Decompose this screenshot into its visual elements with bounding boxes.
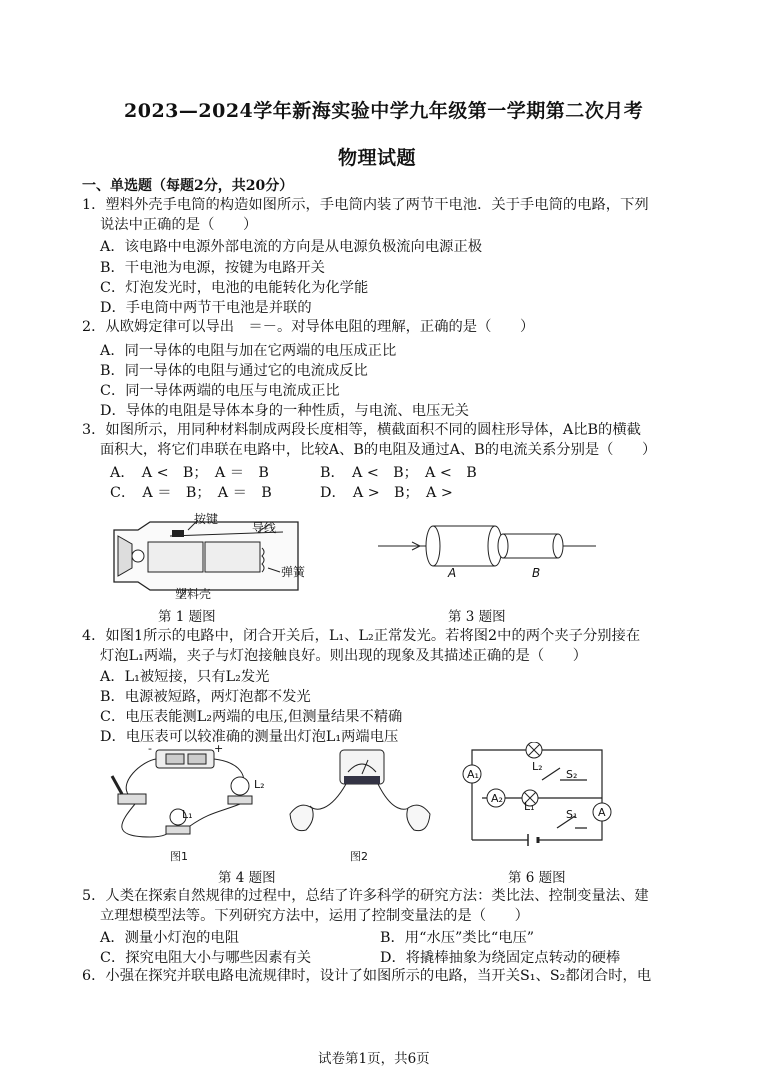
q1-stem-line1: 1．塑料外壳手电筒的构造如图所示，手电筒内装了两节干电池．关于手电筒的电路，下列 [82, 197, 649, 213]
fig6-caption: 第 6 题图 [508, 870, 566, 886]
q1-option-b: B．干电池为电源，按键为电路开关 [100, 260, 325, 276]
bulb-l2 [231, 777, 249, 795]
bulb-l1-base [166, 826, 190, 834]
q2-stem-line1: 2．从欧姆定律可以导出 ＝－。对导体电阻的理解，正确的是（ ） [82, 319, 535, 335]
fig4-sub1-label: 图1 [170, 850, 188, 863]
voltmeter-terminals [344, 776, 380, 784]
fig6-l2-label: L₂ [532, 760, 543, 773]
fig6-a1-label: A₁ [467, 768, 479, 781]
conductor-b-end [498, 534, 508, 558]
battery-cell-1 [166, 754, 184, 764]
battery-1 [148, 542, 203, 572]
fig6-a2-label: A₂ [491, 792, 503, 805]
q3-option-c: C． A ＝ B； A ＝ B [110, 485, 272, 501]
q2-option-a: A．同一导体的电阻与加在它两端的电压成正比 [100, 343, 397, 359]
probe-wire-left [310, 784, 346, 809]
page-footer: 试卷第1页，共6页 [318, 1051, 430, 1067]
left-hand [290, 805, 313, 831]
fig3-caption: 第 3 题图 [448, 609, 506, 625]
right-hand [407, 805, 430, 831]
wire-left [126, 759, 156, 794]
q4-stem-line1: 4．如图1所示的电路中，闭合开关后，L₁、L₂正常发光。若将图2中的两个夹子分别接在 [82, 628, 641, 644]
fig4-l1-label: L₁ [182, 808, 193, 821]
q1-option-c: C．灯泡发光时，电池的电能转化为化学能 [100, 280, 369, 296]
switch-lever [112, 776, 122, 794]
fig3-label-b: B [532, 566, 541, 580]
fig6-a-label: A [598, 806, 606, 819]
q5-stem-line1: 5．人类在探索自然规律的过程中，总结了许多科学的研究方法：类比法、控制变量法、建 [82, 888, 649, 904]
fig3-label-a: A [448, 566, 457, 580]
q5-option-b: B．用“水压”类比“电压” [380, 930, 535, 946]
fig1-shell-label: 塑料壳 [175, 587, 212, 601]
q2-option-d: D．导体的电阻是导体本身的一种性质，与电流、电压无关 [100, 403, 469, 419]
paper-subtitle: 物理试题 [338, 147, 417, 169]
conductor-a [433, 526, 495, 566]
q2-option-b: B．同一导体的电阻与通过它的电流成反比 [100, 363, 368, 379]
fig6-s1-label: S₁ [566, 808, 578, 821]
q4-stem-line2: 灯泡L₁两端，夹子与灯泡接触良好。则出现的现象及其描述正确的是（ ） [100, 648, 588, 664]
q5-option-a: A．测量小灯泡的电阻 [100, 930, 239, 946]
section-heading: 一、单选题（每题2分，共20分） [82, 178, 294, 194]
q1-option-a: A．该电路中电源外部电流的方向是从电源负极流向电源正极 [100, 239, 483, 255]
battery-2 [205, 542, 260, 572]
fig4-sub2-label: 图2 [350, 850, 368, 863]
q5-option-c: C．探究电阻大小与哪些因素有关 [100, 950, 312, 966]
fig1-button-label: 按键 [194, 512, 219, 526]
q3-stem-line2: 面积大，将它们串联在电路中，比较A、B的电阻及通过A、B的电流关系分别是（ ） [100, 442, 657, 458]
bulb [132, 550, 144, 562]
q5-stem-line2: 立理想模型法等。下列研究方法中，运用了控制变量法的是（ ） [100, 908, 529, 924]
fig4-l2-label: L₂ [254, 778, 265, 791]
switch-s2 [542, 768, 587, 780]
conductor-b [503, 534, 558, 558]
battery-cell-2 [188, 754, 206, 764]
bulb-l2-base [228, 796, 252, 804]
probe-wire-right [378, 784, 412, 809]
fig4-minus-label: - [148, 742, 152, 755]
q3-option-a: A． A < B； A ＝ B [110, 465, 269, 481]
fig1-wire-label: 导线 [252, 521, 277, 535]
q1-stem-line2: 说法中正确的是（ ） [100, 217, 258, 233]
q3-option-b: B． A < B； A < B [320, 465, 477, 481]
q5-option-d: D．将撬棒抽象为绕固定点转动的硬棒 [380, 950, 621, 966]
q2-option-c: C．同一导体两端的电压与电流成正比 [100, 383, 340, 399]
fig1-spring-label: 弹簧 [281, 565, 306, 579]
fig4-caption: 第 4 题图 [218, 870, 276, 886]
fig6-s2-label: S₂ [566, 768, 578, 781]
fig1-caption: 第 1 题图 [158, 609, 216, 625]
switch-base [118, 794, 146, 804]
q1-option-d: D．手电筒中两节干电池是并联的 [100, 300, 312, 316]
button-switch [172, 530, 184, 537]
conductor-a-end [426, 526, 440, 566]
q3-stem-line1: 3．如图所示，用同种材料制成两段长度相等，横截面积不同的圆柱形导体，A比B的横截 [82, 422, 641, 438]
q3-option-d: D． A > B； A > [320, 485, 453, 501]
q4-option-d: D．电压表可以较准确的测量出灯泡L₁两端电压 [100, 729, 399, 745]
circuit-diagram-fig6 [462, 742, 622, 854]
conductor-b-face [553, 534, 563, 558]
wire-bottom-right [190, 804, 240, 826]
q6-stem-line1: 6．小强在探究并联电路电流规律时，设计了如图所示的电路，当开关S₁、S₂都闭合时，电 [82, 968, 652, 984]
figure4-illustration [100, 742, 445, 850]
q4-option-a: A．L₁被短接，只有L₂发光 [100, 669, 270, 685]
fig6-l1-label: L₁ [524, 800, 535, 813]
q4-option-b: B．电源被短路，两灯泡都不发光 [100, 689, 311, 705]
paper-title: 2023—2024学年新海实验中学九年级第一学期第二次月考 [124, 100, 644, 122]
conductors-figure [378, 518, 608, 580]
q4-option-c: C．电压表能测L₂两端的电压,但测量结果不精确 [100, 709, 403, 725]
fig4-plus-label: + [214, 742, 224, 755]
